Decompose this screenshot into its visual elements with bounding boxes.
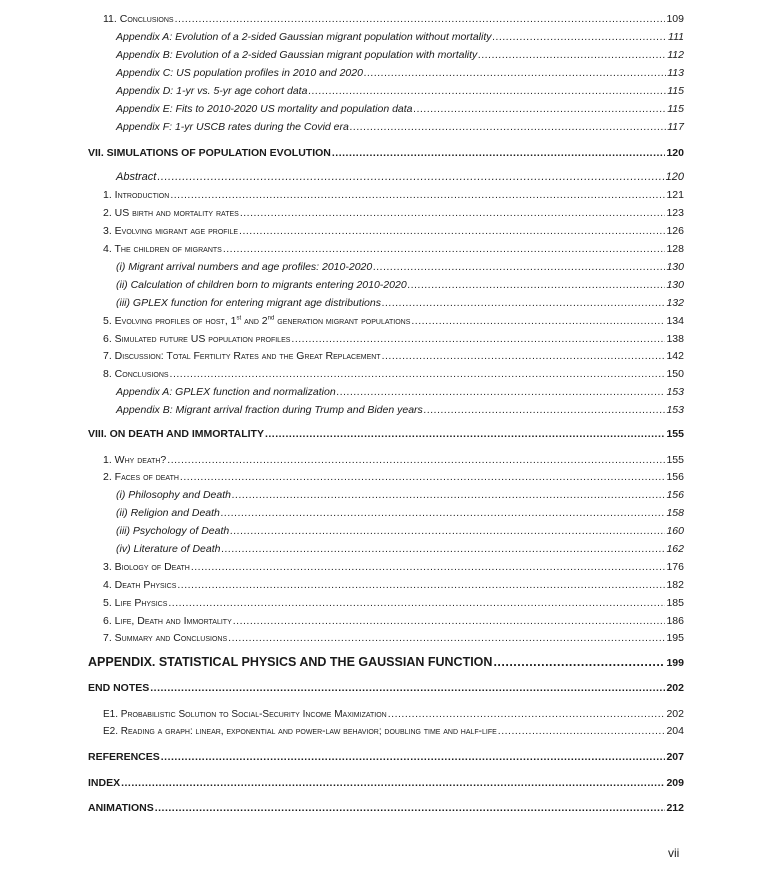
superscript: nd: [267, 315, 275, 322]
toc-entry-page: 195: [666, 632, 684, 644]
toc-entry[interactable]: [0, 225, 781, 243]
toc-entry-page: 134: [666, 315, 684, 327]
toc-entry[interactable]: [0, 543, 781, 561]
dot-leader: [493, 655, 665, 669]
dot-leader: [424, 404, 666, 416]
toc-entry-title: (i) Migrant arrival numbers and age profiles: 2010-2020: [116, 261, 373, 273]
toc-entry-page: 186: [666, 615, 684, 627]
toc-entry-title: Appendix D: 1-yr vs. 5-yr age cohort data: [116, 85, 308, 97]
toc-entry-page: 130: [666, 279, 684, 291]
toc-entry-page: 158: [666, 507, 684, 519]
toc-entry[interactable]: [0, 615, 781, 633]
toc-entry[interactable]: [0, 297, 781, 315]
toc-entry[interactable]: [0, 708, 781, 726]
toc-chapter[interactable]: [0, 147, 781, 165]
toc-entry-page: 132: [666, 297, 684, 309]
toc-entry-title: APPENDIX. STATISTICAL PHYSICS AND THE GAUSSIAN FUNCTION: [88, 655, 493, 669]
toc-entry-title: (ii) Religion and Death: [116, 507, 220, 519]
dot-leader: [308, 85, 666, 97]
toc-entry-title: 5. Life Physics: [103, 597, 168, 609]
toc-entry-page: 142: [666, 350, 684, 362]
dot-leader: [232, 489, 665, 501]
dot-leader: [332, 147, 666, 159]
toc-entry-page: 160: [666, 525, 684, 537]
title-part: generation migrant populations: [274, 315, 411, 327]
toc-entry-page: 202: [666, 682, 684, 694]
toc-entry-page: 155: [666, 428, 684, 440]
toc-entry-page: 156: [666, 489, 684, 501]
toc-entry-page: 111: [668, 31, 684, 43]
toc-entry-page: 182: [666, 579, 684, 591]
toc-entry[interactable]: [0, 525, 781, 543]
toc-entry-title: (iii) Psychology of Death: [116, 525, 230, 537]
toc-entry-page: 207: [666, 751, 684, 763]
dot-leader: [414, 103, 667, 115]
toc-entry[interactable]: [0, 725, 781, 743]
toc-entry-page: 130: [666, 261, 684, 273]
toc-entry[interactable]: [0, 103, 781, 121]
dot-leader: [150, 682, 665, 694]
dot-leader: [170, 189, 665, 201]
dot-leader: [221, 543, 665, 555]
dot-leader: [228, 632, 665, 644]
dot-leader: [121, 777, 665, 789]
toc-chapter[interactable]: [0, 777, 781, 795]
toc-chapter[interactable]: [0, 682, 781, 700]
dot-leader: [175, 13, 666, 25]
dot-leader: [167, 454, 665, 466]
toc-entry-page: 128: [666, 243, 684, 255]
dot-leader: [157, 171, 664, 183]
toc-chapter[interactable]: [0, 751, 781, 769]
dot-leader: [161, 751, 666, 763]
dot-leader: [382, 350, 666, 362]
toc-entry-title: (iii) GPLEX function for entering migrant age distributions: [116, 297, 381, 309]
toc-entry-title: Appendix A: GPLEX function and normalization: [116, 386, 336, 398]
toc-entry[interactable]: [0, 243, 781, 261]
dot-leader: [388, 708, 666, 720]
toc-entry-page: 120: [666, 147, 684, 159]
toc-entry[interactable]: [0, 507, 781, 525]
toc-entry-page: 112: [667, 49, 684, 61]
toc-entry[interactable]: [0, 31, 781, 49]
toc-entry-title: 1. Introduction: [103, 189, 170, 201]
toc-entry-title: (i) Philosophy and Death: [116, 489, 231, 501]
toc-entry-page: 199: [666, 657, 684, 669]
toc-entry-title: 4. Death Physics: [103, 579, 177, 591]
toc-entry-title: 2. US birth and mortality rates: [103, 207, 239, 219]
toc-entry-title: INDEX: [88, 777, 121, 789]
toc-entry-page: 153: [666, 386, 684, 398]
toc-entry-page: 156: [666, 471, 684, 483]
toc-entry-title: 7. Summary and Conclusions: [103, 632, 228, 644]
toc-entry-title: (iv) Literature of Death: [116, 543, 221, 555]
toc-entry-page: 121: [666, 189, 684, 201]
toc-entry-title: Abstract: [116, 171, 157, 183]
toc-entry[interactable]: [0, 404, 781, 422]
dot-leader: [411, 315, 665, 327]
toc-entry-title: 6. Life, Death and Immortality: [103, 615, 232, 627]
toc-entry-page: 123: [666, 207, 684, 219]
toc-entry-title: 2. Faces of death: [103, 471, 179, 483]
toc-entry[interactable]: [0, 279, 781, 297]
dot-leader: [265, 428, 666, 440]
toc-entry-page: 126: [666, 225, 684, 237]
dot-leader: [221, 507, 666, 519]
superscript: st: [236, 315, 242, 322]
dot-leader: [168, 597, 665, 609]
toc-entry[interactable]: [0, 632, 781, 650]
dot-leader: [408, 279, 666, 291]
toc-entry-page: 153: [666, 404, 684, 416]
toc-entry-title: [103, 315, 410, 327]
toc-entry[interactable]: [0, 561, 781, 579]
toc-entry-page: 138: [666, 333, 684, 345]
toc-entry[interactable]: [0, 579, 781, 597]
dot-leader: [180, 471, 666, 483]
toc-entry-title: 3. Evolving migrant age profile: [103, 225, 239, 237]
toc-entry[interactable]: [0, 471, 781, 489]
toc-appendix[interactable]: [0, 655, 781, 673]
toc-entry[interactable]: [0, 85, 781, 103]
toc-entry-page: 209: [666, 777, 684, 789]
toc-entry-page: 185: [666, 597, 684, 609]
dot-leader: [177, 579, 665, 591]
toc-entry-page: 120: [665, 171, 684, 183]
toc-entry-title: 4. The children of migrants: [103, 243, 222, 255]
dot-leader: [239, 225, 665, 237]
toc-entry[interactable]: [0, 333, 781, 351]
toc-entry-title: Appendix E: Fits to 2010-2020 US mortality and population data: [116, 103, 413, 115]
dot-leader: [233, 615, 666, 627]
dot-leader: [230, 525, 665, 537]
toc-entry-page: 109: [666, 13, 684, 25]
toc-entry-title: (ii) Calculation of children born to migrants entering 2010-2020: [116, 279, 407, 291]
toc-entry[interactable]: [0, 386, 781, 404]
title-part: and 2: [241, 315, 268, 327]
toc-entry[interactable]: [0, 189, 781, 207]
toc-entry[interactable]: [0, 171, 781, 189]
toc-entry-title: VIII. ON DEATH AND IMMORTALITY: [88, 428, 264, 440]
dot-leader: [155, 802, 666, 814]
toc-entry-page: 115: [667, 103, 684, 115]
toc-entry-page: 204: [666, 725, 684, 737]
toc-entry[interactable]: [0, 489, 781, 507]
toc-entry-title: VII. SIMULATIONS OF POPULATION EVOLUTION: [88, 147, 331, 159]
toc-entry-title: Appendix C: US population profiles in 2010 and 2020: [116, 67, 363, 79]
toc-entry-page: 150: [666, 368, 684, 380]
toc-entry-title: Appendix B: Evolution of a 2-sided Gaussian migrant population with mortality: [116, 49, 478, 61]
dot-leader: [478, 49, 666, 61]
toc-entry-title: 3. Biology of Death: [103, 561, 190, 573]
dot-leader: [364, 67, 666, 79]
toc-entry[interactable]: [0, 597, 781, 615]
toc-entry-title: ANIMATIONS: [88, 802, 154, 814]
dot-leader: [337, 386, 666, 398]
page-number: vii: [668, 846, 680, 860]
toc-entry-title: Appendix F: 1-yr USCB rates during the Covid era: [116, 121, 349, 133]
toc-entry-title: 8. Conclusions: [103, 368, 169, 380]
toc-entry[interactable]: [0, 454, 781, 472]
toc-entry-title: END NOTES: [88, 682, 150, 694]
toc-entry-title: E1. Probabilistic Solution to Social-Security Income Maximization: [103, 709, 387, 720]
toc-entry-title: 7. Discussion: Total Fertility Rates and the Great Replacement: [103, 350, 381, 362]
toc-entry-page: 113: [667, 67, 684, 79]
toc-entry-title: 6. Simulated future US population profiles: [103, 333, 291, 345]
toc-entry-page: 162: [666, 543, 684, 555]
dot-leader: [373, 261, 665, 273]
toc-chapter[interactable]: [0, 428, 781, 446]
toc-chapter[interactable]: [0, 802, 781, 820]
toc-entry-title: Appendix A: Evolution of a 2-sided Gaussian migrant population without mortality: [116, 31, 492, 43]
toc-entry-page: 117: [667, 121, 684, 133]
toc-entry-title: Appendix B: Migrant arrival fraction during Trump and Biden years: [116, 404, 423, 416]
toc-entry[interactable]: [0, 368, 781, 386]
toc-entry[interactable]: [0, 207, 781, 225]
toc-entry-page: 202: [666, 708, 684, 720]
dot-leader: [291, 333, 665, 345]
toc-entry-title: E2. Reading a graph: linear, exponential and power-law behavior; doubling time and half-life: [103, 726, 497, 737]
dot-leader: [223, 243, 666, 255]
toc-entry-title: REFERENCES: [88, 751, 160, 763]
toc-entry-page: 155: [666, 454, 684, 466]
toc-entry[interactable]: [0, 49, 781, 67]
toc-entry-page: 176: [666, 561, 684, 573]
dot-leader: [191, 561, 666, 573]
toc-entry-page: 115: [667, 85, 684, 97]
toc-entry[interactable]: [0, 315, 781, 333]
title-part: 5. Evolving profiles of host, 1: [103, 315, 237, 327]
dot-leader: [498, 725, 666, 737]
toc-entry-page: 212: [666, 802, 684, 814]
toc-entry[interactable]: [0, 121, 781, 139]
dot-leader: [170, 368, 666, 380]
toc-entry[interactable]: [0, 67, 781, 85]
dot-leader: [382, 297, 666, 309]
dot-leader: [350, 121, 666, 133]
dot-leader: [240, 207, 666, 219]
toc-entry[interactable]: [0, 13, 781, 31]
toc-entry[interactable]: [0, 261, 781, 279]
toc-entry[interactable]: [0, 350, 781, 368]
dot-leader: [493, 31, 668, 43]
toc-entry-title: 1. Why death?: [103, 454, 167, 466]
toc-entry-title: 11. Conclusions: [103, 13, 174, 25]
